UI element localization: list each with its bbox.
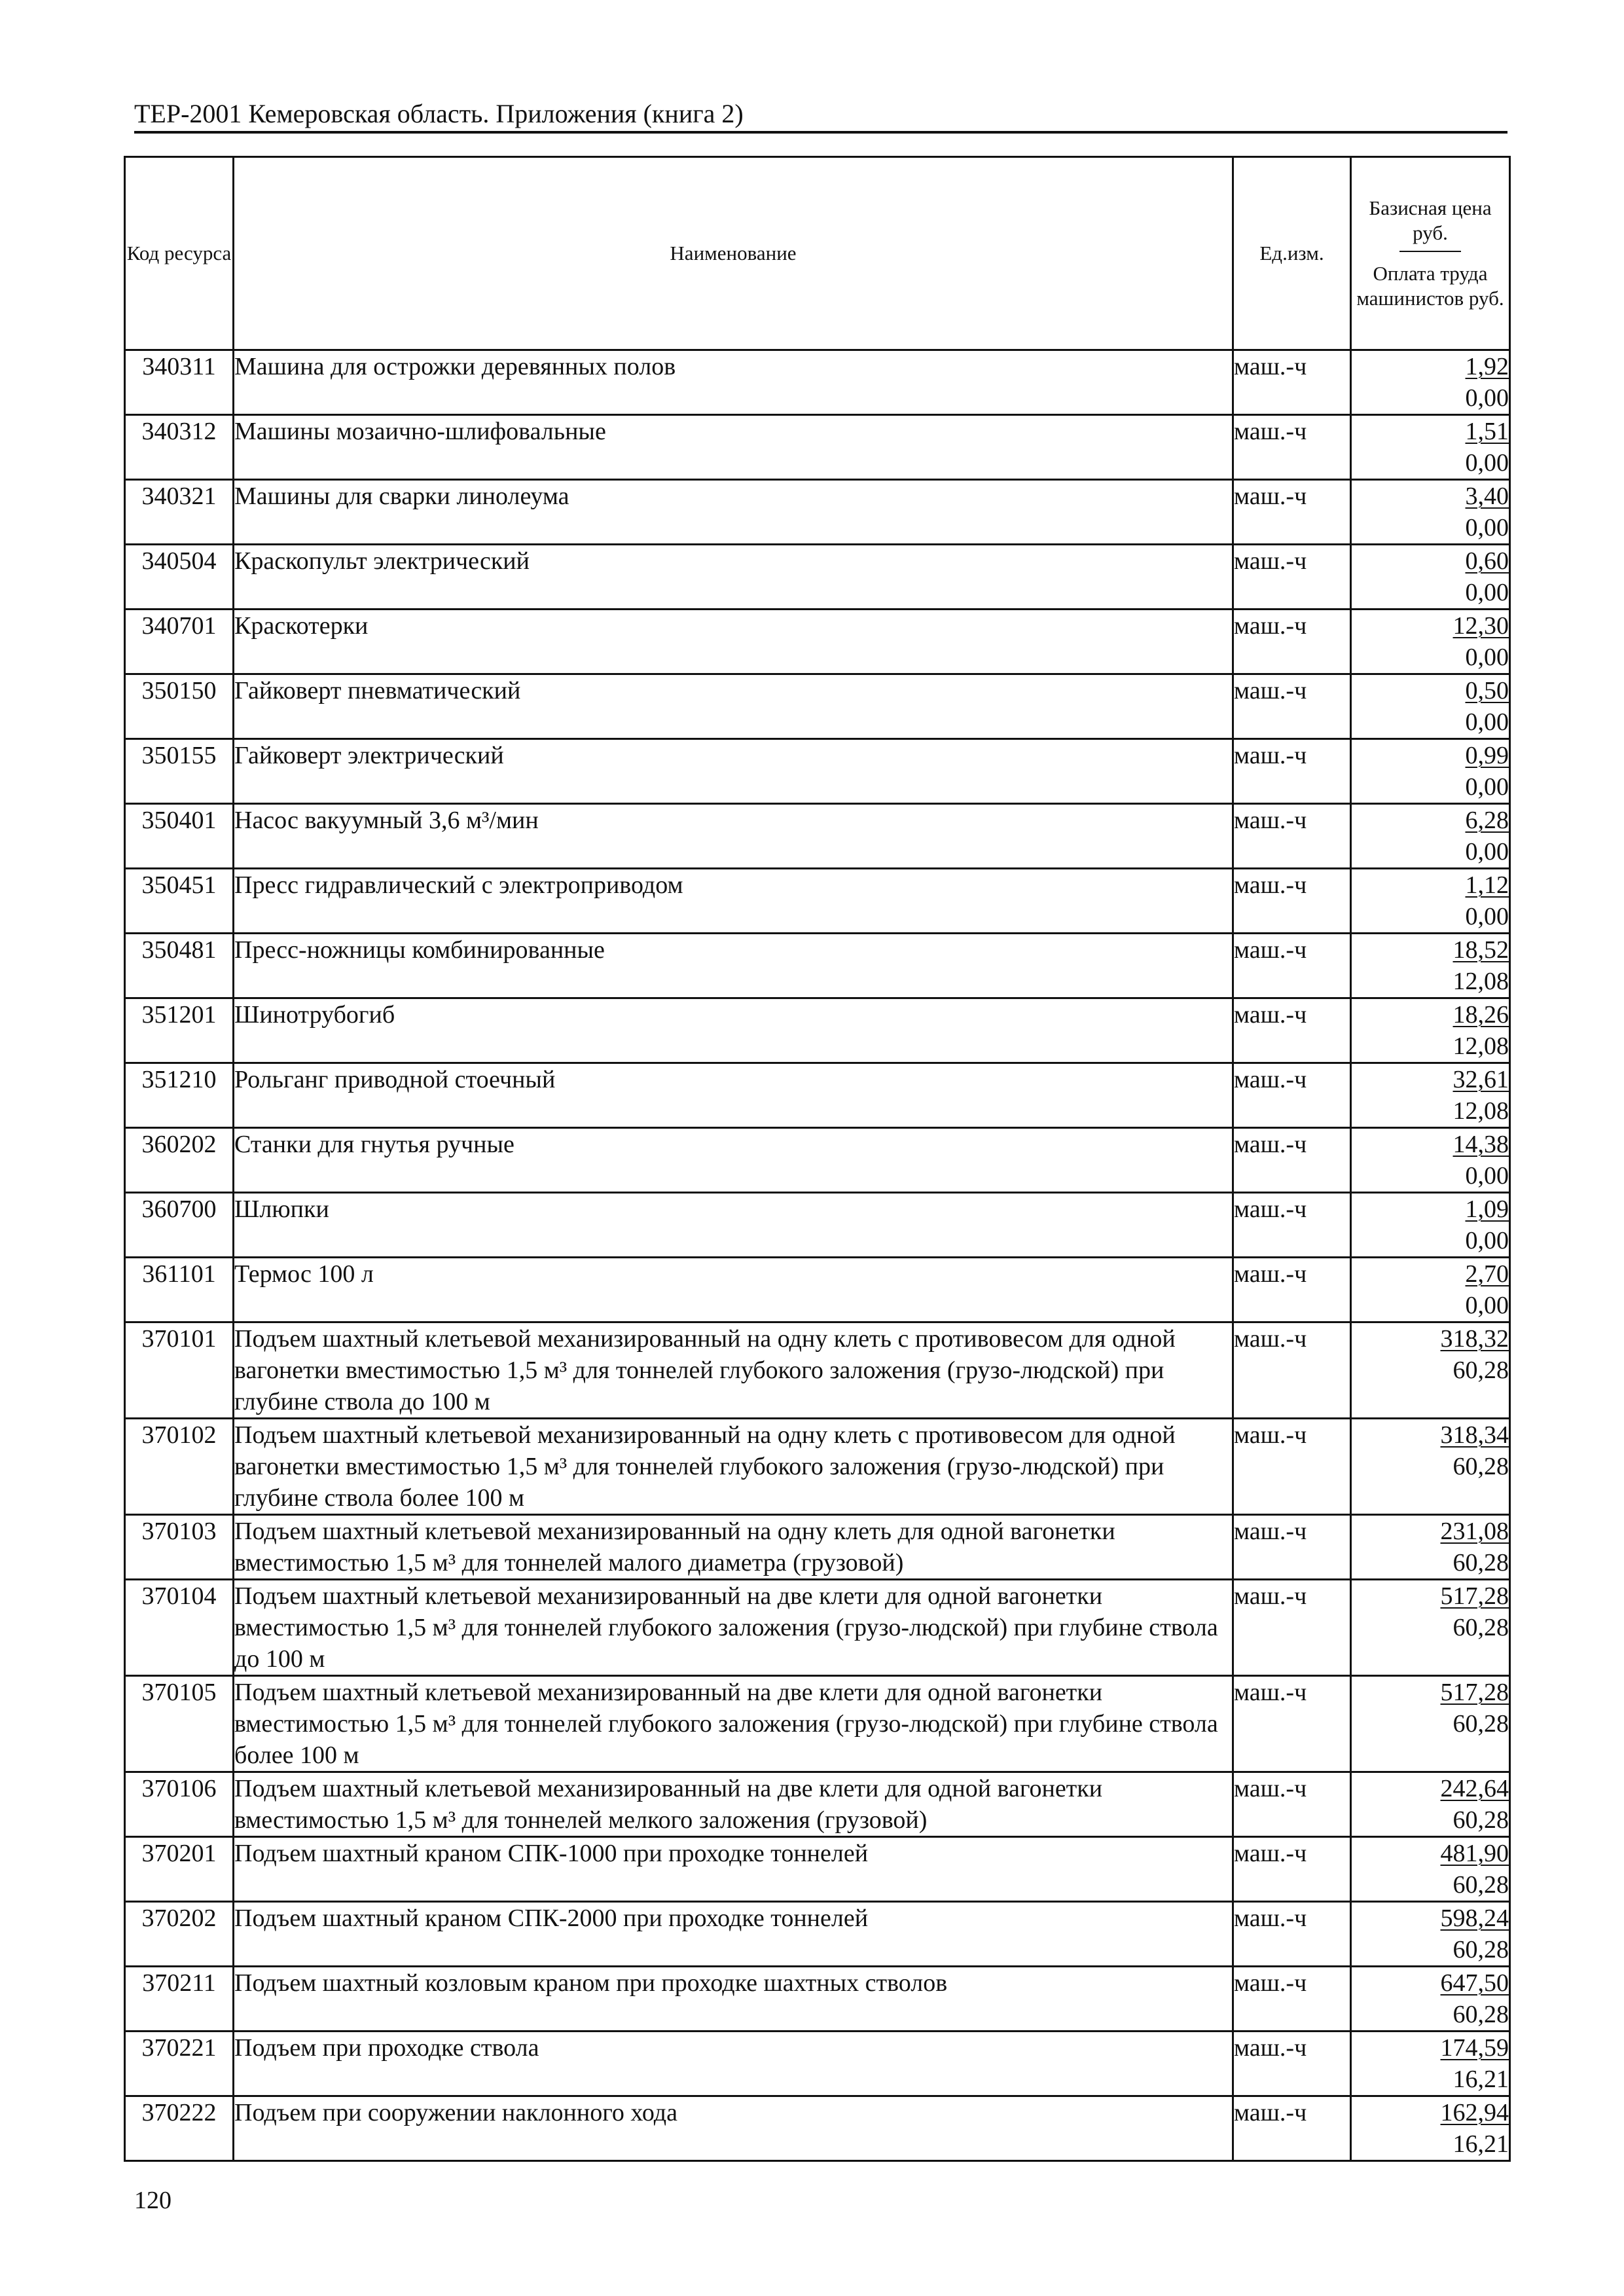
- table-row: [125, 674, 1510, 739]
- resource-unit: маш.-ч: [1233, 1902, 1351, 1967]
- base-price-text: 174,59: [1440, 2034, 1509, 2062]
- resource-price-cell: [1351, 1128, 1510, 1193]
- resource-price-cell: [1351, 545, 1510, 610]
- table-row: [125, 1128, 1510, 1193]
- operator-pay-value: 60,28: [1453, 1453, 1509, 1480]
- base-price-text: 318,34: [1440, 1421, 1509, 1449]
- table-row: [125, 804, 1510, 869]
- base-price-value: [1352, 1677, 1509, 1708]
- base-price-text: 0,60: [1465, 547, 1509, 575]
- resource-code: 370103: [125, 1515, 234, 1580]
- column-header-unit: Ед.изм.: [1233, 157, 1351, 350]
- resource-name: Пресс гидравлический с электроприводом: [234, 869, 1233, 934]
- operator-pay-value: 12,08: [1453, 1032, 1509, 1060]
- column-header-code: Код ресурса: [125, 157, 234, 350]
- resource-price-cell: [1351, 2096, 1510, 2161]
- operator-pay-value: 0,00: [1465, 1227, 1509, 1254]
- resource-name: Шлюпки: [234, 1193, 1233, 1258]
- base-price-text: 0,99: [1465, 742, 1509, 769]
- operator-pay-value: 0,00: [1465, 1292, 1509, 1319]
- base-price-text: 318,32: [1440, 1325, 1509, 1353]
- resource-code: 370101: [125, 1322, 234, 1419]
- base-price-text: 2,70: [1465, 1260, 1509, 1288]
- base-price-value: [1352, 1419, 1509, 1451]
- resource-code: 370104: [125, 1580, 234, 1676]
- resource-price-cell: [1351, 869, 1510, 934]
- base-price-value: [1352, 481, 1509, 512]
- base-price-text: 32,61: [1453, 1066, 1509, 1093]
- resource-name: Шинотрубогиб: [234, 998, 1233, 1063]
- resource-code: 350150: [125, 674, 234, 739]
- base-price-text: 6,28: [1465, 807, 1509, 834]
- resource-unit: маш.-ч: [1233, 998, 1351, 1063]
- base-price-text: 3,40: [1465, 483, 1509, 510]
- base-price-text: 12,30: [1453, 612, 1509, 640]
- resource-unit: маш.-ч: [1233, 1322, 1351, 1419]
- table-row: [125, 350, 1510, 415]
- resource-unit: маш.-ч: [1233, 1258, 1351, 1322]
- resource-price-cell: [1351, 1676, 1510, 1772]
- operator-pay-value: 60,28: [1453, 1806, 1509, 1834]
- table-row: [125, 2096, 1510, 2161]
- base-price-value: [1352, 545, 1509, 577]
- page-header-title: ТЕР-2001 Кемеровская область. Приложения (книга 2): [134, 99, 744, 128]
- resource-unit: маш.-ч: [1233, 1580, 1351, 1676]
- resource-price-cell: [1351, 1967, 1510, 2032]
- resource-code: 360202: [125, 1128, 234, 1193]
- base-price-value: [1352, 805, 1509, 836]
- base-price-value: [1352, 1967, 1509, 1999]
- table-row: [125, 934, 1510, 998]
- resource-unit: маш.-ч: [1233, 545, 1351, 610]
- base-price-value: [1352, 1903, 1509, 1934]
- base-price-value: [1352, 1194, 1509, 1225]
- resource-unit: маш.-ч: [1233, 934, 1351, 998]
- base-price-value: [1352, 1129, 1509, 1160]
- resource-unit: маш.-ч: [1233, 674, 1351, 739]
- resource-unit: маш.-ч: [1233, 869, 1351, 934]
- column-header-price: [1351, 157, 1510, 350]
- resource-name: Гайковерт пневматический: [234, 674, 1233, 739]
- resource-price-cell: [1351, 1772, 1510, 1837]
- table-row: [125, 415, 1510, 480]
- operator-pay-value: 0,00: [1465, 773, 1509, 801]
- resource-table: [124, 156, 1511, 2162]
- resource-price-cell: [1351, 1902, 1510, 1967]
- base-price-text: 517,28: [1440, 1582, 1509, 1610]
- resource-name: Подъем шахтный козловым краном при проходке шахтных стволов: [234, 1967, 1233, 2032]
- base-price-value: [1352, 1838, 1509, 1869]
- operator-pay-value: 0,00: [1465, 514, 1509, 541]
- resource-code: 351210: [125, 1063, 234, 1128]
- operator-pay-value: 60,28: [1453, 1357, 1509, 1384]
- base-price-text: 1,12: [1465, 871, 1509, 899]
- resource-code: 370221: [125, 2032, 234, 2096]
- base-price-text: 18,52: [1453, 936, 1509, 964]
- base-price-value: [1352, 1323, 1509, 1355]
- resource-unit: маш.-ч: [1233, 480, 1351, 545]
- column-header-divider: [1399, 251, 1461, 252]
- resource-code: 370211: [125, 1967, 234, 2032]
- base-price-value: [1352, 1516, 1509, 1547]
- resource-unit: маш.-ч: [1233, 1128, 1351, 1193]
- resource-unit: маш.-ч: [1233, 1967, 1351, 2032]
- resource-name: Станки для гнутья ручные: [234, 1128, 1233, 1193]
- base-price-value: [1352, 934, 1509, 966]
- column-header-operator-pay: Оплата труда машинистов руб.: [1356, 262, 1504, 310]
- resource-code: 360700: [125, 1193, 234, 1258]
- operator-pay-value: 0,00: [1465, 903, 1509, 930]
- resource-price-cell: [1351, 934, 1510, 998]
- resource-name: Краскопульт электрический: [234, 545, 1233, 610]
- table-row: [125, 1837, 1510, 1902]
- base-price-value: [1352, 2032, 1509, 2064]
- resource-price-cell: [1351, 610, 1510, 674]
- resource-code: 350401: [125, 804, 234, 869]
- resource-price-cell: [1351, 804, 1510, 869]
- base-price-text: 14,38: [1453, 1131, 1509, 1158]
- resource-name: Подъем при сооружении наклонного хода: [234, 2096, 1233, 2161]
- resource-price-cell: [1351, 1515, 1510, 1580]
- base-price-text: 647,50: [1440, 1969, 1509, 1997]
- resource-unit: маш.-ч: [1233, 2032, 1351, 2096]
- base-price-value: [1352, 740, 1509, 771]
- operator-pay-value: 60,28: [1453, 1710, 1509, 1738]
- base-price-value: [1352, 1258, 1509, 1290]
- header-rule: [134, 131, 1507, 134]
- resource-name: Пресс-ножницы комбинированные: [234, 934, 1233, 998]
- operator-pay-value: 16,21: [1453, 2066, 1509, 2093]
- table-row: [125, 1515, 1510, 1580]
- operator-pay-value: 0,00: [1465, 384, 1509, 412]
- operator-pay-value: 0,00: [1465, 708, 1509, 736]
- operator-pay-value: 60,28: [1453, 1936, 1509, 1963]
- table-row: [125, 480, 1510, 545]
- base-price-text: 231,08: [1440, 1518, 1509, 1545]
- resource-unit: маш.-ч: [1233, 1193, 1351, 1258]
- resource-unit: маш.-ч: [1233, 415, 1351, 480]
- resource-unit: маш.-ч: [1233, 1515, 1351, 1580]
- base-price-value: [1352, 610, 1509, 642]
- table-row: [125, 998, 1510, 1063]
- resource-unit: маш.-ч: [1233, 1419, 1351, 1515]
- resource-price-cell: [1351, 1193, 1510, 1258]
- resource-name: Подъем шахтный клетьевой механизированный на одну клеть с противовесом для одной вагонетки вместимостью 1,5 м³ для тоннелей глубокого заложения (грузо-людской) при глубине ствола до 100 м: [234, 1322, 1233, 1419]
- resource-price-cell: [1351, 1837, 1510, 1902]
- column-header-base-price: Базисная цена руб.: [1369, 196, 1492, 244]
- base-price-text: 1,92: [1465, 353, 1509, 380]
- table-header-row: [125, 157, 1510, 350]
- table-row: [125, 2032, 1510, 2096]
- resource-code: 340701: [125, 610, 234, 674]
- resource-name: Краскотерки: [234, 610, 1233, 674]
- resource-name: Рольганг приводной стоечный: [234, 1063, 1233, 1128]
- resource-code: 340312: [125, 415, 234, 480]
- table-row: [125, 1322, 1510, 1419]
- column-header-name: Наименование: [234, 157, 1233, 350]
- base-price-text: 481,90: [1440, 1840, 1509, 1867]
- operator-pay-value: 60,28: [1453, 2001, 1509, 2028]
- resource-code: 350481: [125, 934, 234, 998]
- table-body: [125, 350, 1510, 2161]
- resource-code: 370106: [125, 1772, 234, 1837]
- resource-code: 350451: [125, 869, 234, 934]
- table-row: [125, 1063, 1510, 1128]
- resource-code: 340311: [125, 350, 234, 415]
- resource-name: Подъем шахтный клетьевой механизированный на одну клеть для одной вагонетки вместимостью 1,5 м³ для тоннелей малого диаметра (грузовой): [234, 1515, 1233, 1580]
- resource-name: Подъем шахтный клетьевой механизированный на две клети для одной вагонетки вместимостью 1,5 м³ для тоннелей глубокого заложения (грузо-людской) при глубине ствола более 100 м: [234, 1676, 1233, 1772]
- resource-unit: маш.-ч: [1233, 804, 1351, 869]
- base-price-text: 1,09: [1465, 1195, 1509, 1223]
- base-price-text: 1,51: [1465, 418, 1509, 445]
- base-price-text: 18,26: [1453, 1001, 1509, 1029]
- table-row: [125, 1580, 1510, 1676]
- resource-code: 350155: [125, 739, 234, 804]
- resource-price-cell: [1351, 415, 1510, 480]
- resource-name: Машины мозаично-шлифовальные: [234, 415, 1233, 480]
- base-price-value: [1352, 869, 1509, 901]
- resource-name: Гайковерт электрический: [234, 739, 1233, 804]
- resource-code: 370202: [125, 1902, 234, 1967]
- resource-unit: маш.-ч: [1233, 739, 1351, 804]
- operator-pay-value: 0,00: [1465, 838, 1509, 866]
- resource-price-cell: [1351, 739, 1510, 804]
- resource-unit: маш.-ч: [1233, 1837, 1351, 1902]
- table-row: [125, 610, 1510, 674]
- resource-price-cell: [1351, 1580, 1510, 1676]
- resource-price-cell: [1351, 1258, 1510, 1322]
- resource-price-cell: [1351, 1322, 1510, 1419]
- base-price-text: 598,24: [1440, 1904, 1509, 1932]
- operator-pay-value: 0,00: [1465, 449, 1509, 477]
- resource-unit: маш.-ч: [1233, 1772, 1351, 1837]
- resource-name: Подъем шахтный клетьевой механизированный на одну клеть с противовесом для одной вагонетки вместимостью 1,5 м³ для тоннелей глубокого заложения (грузо-людской) при глубине ствола более 100 м: [234, 1419, 1233, 1515]
- operator-pay-value: 60,28: [1453, 1614, 1509, 1641]
- resource-name: Подъем при проходке ствола: [234, 2032, 1233, 2096]
- resource-code: 370222: [125, 2096, 234, 2161]
- operator-pay-value: 60,28: [1453, 1549, 1509, 1576]
- base-price-value: [1352, 1580, 1509, 1612]
- resource-price-cell: [1351, 480, 1510, 545]
- base-price-value: [1352, 2097, 1509, 2128]
- resource-unit: маш.-ч: [1233, 610, 1351, 674]
- resource-name: Подъем шахтный клетьевой механизированный на две клети для одной вагонетки вместимостью 1,5 м³ для тоннелей глубокого заложения (грузо-людской) при глубине ствола до 100 м: [234, 1580, 1233, 1676]
- table-row: [125, 1967, 1510, 2032]
- resource-price-cell: [1351, 2032, 1510, 2096]
- resource-unit: маш.-ч: [1233, 1676, 1351, 1772]
- table-row: [125, 739, 1510, 804]
- resource-price-cell: [1351, 674, 1510, 739]
- resource-code: 351201: [125, 998, 234, 1063]
- resource-price-cell: [1351, 998, 1510, 1063]
- resource-price-cell: [1351, 350, 1510, 415]
- resource-code: 370105: [125, 1676, 234, 1772]
- resource-code: 340504: [125, 545, 234, 610]
- base-price-text: 242,64: [1440, 1775, 1509, 1802]
- base-price-value: [1352, 999, 1509, 1030]
- page-number: 120: [134, 2187, 171, 2214]
- resource-name: Подъем шахтный краном СПК-1000 при проходке тоннелей: [234, 1837, 1233, 1902]
- resource-name: Насос вакуумный 3,6 м³/мин: [234, 804, 1233, 869]
- operator-pay-value: 0,00: [1465, 644, 1509, 671]
- resource-name: Подъем шахтный краном СПК-2000 при проходке тоннелей: [234, 1902, 1233, 1967]
- base-price-value: [1352, 351, 1509, 382]
- resource-code: 370102: [125, 1419, 234, 1515]
- resource-name: Машина для острожки деревянных полов: [234, 350, 1233, 415]
- resource-unit: маш.-ч: [1233, 2096, 1351, 2161]
- resource-code: 361101: [125, 1258, 234, 1322]
- resource-name: Машины для сварки линолеума: [234, 480, 1233, 545]
- base-price-text: 517,28: [1440, 1679, 1509, 1706]
- table-row: [125, 1676, 1510, 1772]
- operator-pay-value: 12,08: [1453, 968, 1509, 995]
- table-row: [125, 1419, 1510, 1515]
- resource-price-cell: [1351, 1419, 1510, 1515]
- resource-unit: маш.-ч: [1233, 350, 1351, 415]
- operator-pay-value: 16,21: [1453, 2130, 1509, 2158]
- base-price-value: [1352, 675, 1509, 706]
- resource-price-cell: [1351, 1063, 1510, 1128]
- table-row: [125, 545, 1510, 610]
- resource-unit: маш.-ч: [1233, 1063, 1351, 1128]
- base-price-value: [1352, 1064, 1509, 1095]
- resource-name: Подъем шахтный клетьевой механизированный на две клети для одной вагонетки вместимостью 1,5 м³ для тоннелей мелкого заложения (грузовой): [234, 1772, 1233, 1837]
- table-row: [125, 1772, 1510, 1837]
- base-price-value: [1352, 1773, 1509, 1804]
- operator-pay-value: 12,08: [1453, 1097, 1509, 1125]
- base-price-text: 162,94: [1440, 2099, 1509, 2126]
- base-price-value: [1352, 416, 1509, 447]
- table-row: [125, 1258, 1510, 1322]
- table-row: [125, 1193, 1510, 1258]
- operator-pay-value: 60,28: [1453, 1871, 1509, 1899]
- operator-pay-value: 0,00: [1465, 1162, 1509, 1190]
- table-row: [125, 1902, 1510, 1967]
- table-row: [125, 869, 1510, 934]
- resource-code: 370201: [125, 1837, 234, 1902]
- operator-pay-value: 0,00: [1465, 579, 1509, 606]
- base-price-text: 0,50: [1465, 677, 1509, 704]
- resource-code: 340321: [125, 480, 234, 545]
- resource-name: Термос 100 л: [234, 1258, 1233, 1322]
